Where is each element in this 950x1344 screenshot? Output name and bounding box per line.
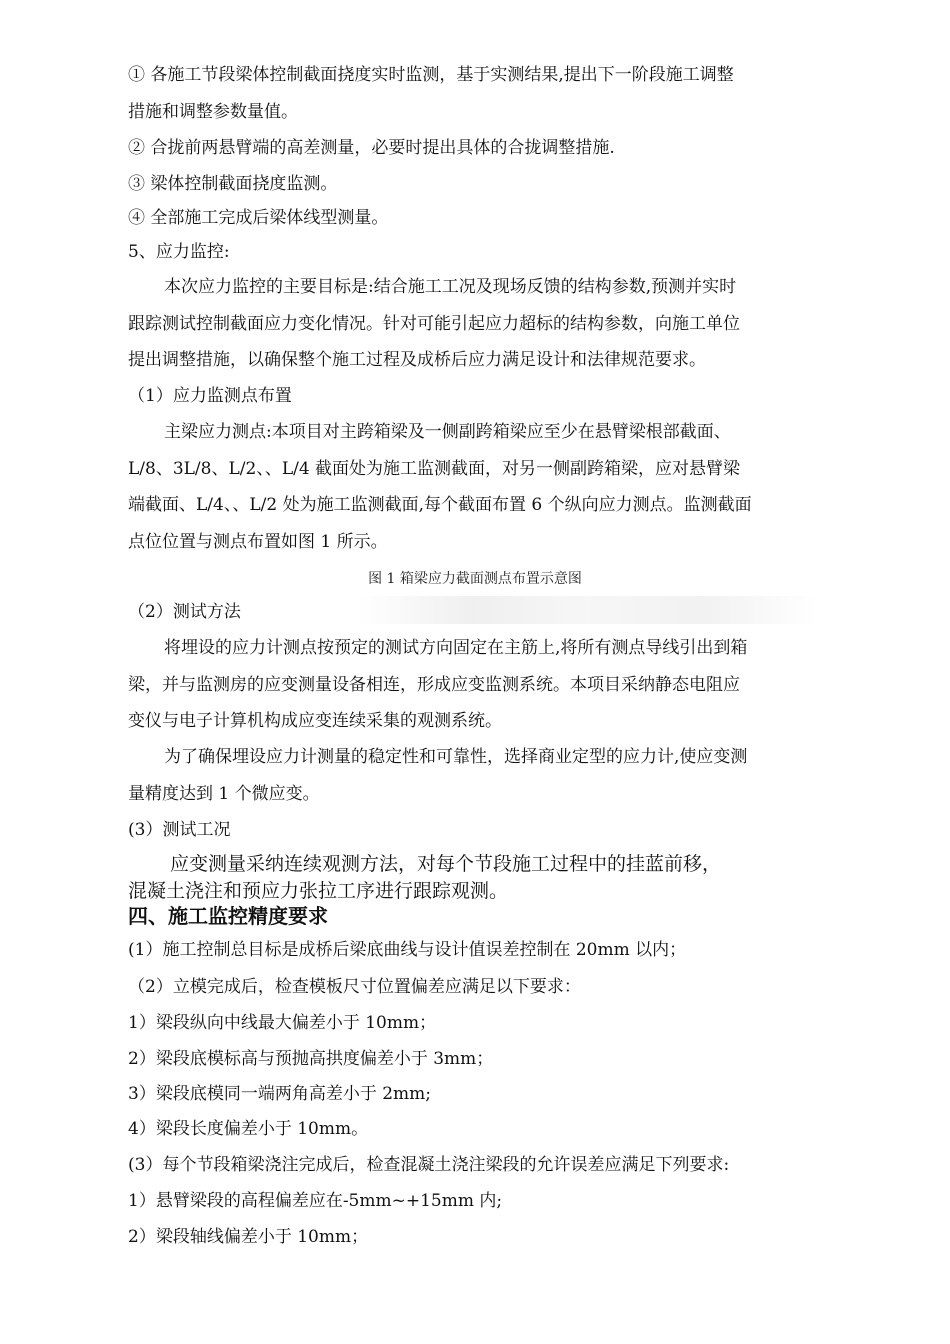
sub2-text-line: 将埋设的应力计测点按预定的测试方向固定在主筋上,将所有测点导线引出到箱: [164, 638, 748, 658]
section4-item: 4）梁段长度偏差小于 10mm。: [128, 1119, 369, 1139]
sub1-title: （1）应力监测点布置: [128, 386, 292, 406]
sub3-text-line: 应变测量采纳连续观测方法，对每个节段施工过程中的挂蓝前移，: [170, 853, 722, 875]
monitoring-item-1: ① 各施工节段梁体控制截面挠度实时监测，基于实测结果,提出下一阶段施工调整: [128, 65, 734, 85]
monitoring-item-4: ④ 全部施工完成后梁体线型测量。: [128, 208, 389, 228]
monitoring-item-2: ② 合拢前两悬臂端的高差测量，必要时提出具体的合拢调整措施.: [128, 138, 615, 158]
sub2-title: （2）测试方法: [128, 602, 241, 622]
section4-item: (3）每个节段箱梁浇注完成后，检查混凝土浇注梁段的允许误差应满足下列要求:: [128, 1155, 730, 1175]
section4-item: 2）梁段轴线偏差小于 10mm；: [128, 1227, 369, 1247]
section4-item: 1）梁段纵向中线最大偏差小于 10mm；: [128, 1013, 437, 1033]
sub3-title: (3）测试工况: [128, 820, 231, 840]
figure-caption: 图 1 箱梁应力截面测点布置示意图: [368, 571, 582, 587]
sub3-text-line: 混凝土浇注和预应力张拉工序进行跟踪观测。: [128, 880, 509, 902]
sub1-text-line: L/8、3L/8、L/2、、L/4 截面处为施工监测截面，对另一侧副跨箱梁，应对悬臂梁: [128, 459, 741, 479]
sub1-text-line: 主梁应力测点:本项目对主跨箱梁及一侧副跨箱梁应至少在悬臂梁根部截面、: [164, 422, 731, 442]
monitoring-item-3: ③ 梁体控制截面挠度监测。: [128, 174, 338, 194]
section4-title: 四、施工监控精度要求: [128, 904, 328, 928]
section5-intro-line: 提出调整措施，以确保整个施工过程及成桥后应力满足设计和法律规范要求。: [128, 350, 706, 370]
sub2-text-line: 变仪与电子计算机构成应变连续采集的观测系统。: [128, 711, 502, 731]
section5-intro-line: 本次应力监控的主要目标是:结合施工工况及现场反馈的结构参数,预测并实时: [164, 277, 737, 297]
monitoring-item-1-cont: 措施和调整参数量值。: [128, 102, 298, 122]
section4-item: （2）立模完成后，检查模板尺寸位置偏差应满足以下要求：: [128, 977, 581, 997]
sub2-text-line: 为了确保埋设应力计测量的稳定性和可靠性，选择商业定型的应力计,使应变测: [164, 747, 748, 767]
section4-item: 3）梁段底模同一端两角高差小于 2mm;: [128, 1084, 432, 1104]
section4-item: 1）悬臂梁段的高程偏差应在-5mm~+15mm 内;: [128, 1191, 503, 1211]
sub1-text-line: 点位位置与测点布置如图 1 所示。: [128, 532, 388, 552]
section5-intro-line: 跟踪测试控制截面应力变化情况。针对可能引起应力超标的结构参数，向施工单位: [128, 314, 740, 334]
sub1-text-line: 端截面、L/4、、L/2 处为施工监测截面,每个截面布置 6 个纵向应力测点。监测截面: [128, 495, 752, 515]
sub2-text-line: 量精度达到 1 个微应变。: [128, 784, 320, 804]
section5-title: 5、应力监控:: [128, 242, 230, 262]
section4-item: 2）梁段底模标高与预抛高拱度偏差小于 3mm；: [128, 1049, 494, 1069]
section4-item: (1）施工控制总目标是成桥后梁底曲线与设计值误差控制在 20mm 以内；: [128, 940, 687, 960]
figure-placeholder: [358, 596, 818, 624]
sub2-text-line: 梁，并与监测房的应变测量设备相连，形成应变监测系统。本项目采纳静态电阻应: [128, 675, 740, 695]
